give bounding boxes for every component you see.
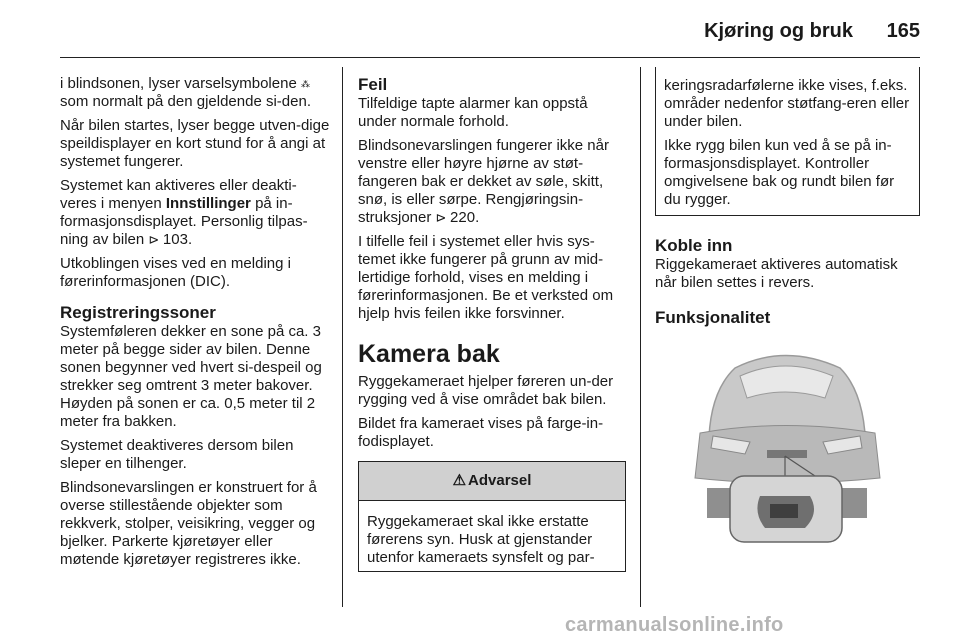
section-heading: Registreringssoner bbox=[60, 303, 216, 322]
warning-box-continued bbox=[655, 67, 920, 216]
page-header-title: Kjøring og bruk bbox=[704, 20, 853, 42]
warning-body: Ryggekameraet skal ikke erstatte førerens syn. Husk at gjenstander utenfor kameraets synsfelt og par- bbox=[367, 513, 595, 566]
paragraph bbox=[60, 177, 330, 249]
paragraph: Bildet fra kameraet vises på farge-in-fodisplayet. bbox=[358, 415, 604, 450]
paragraph: I tilfelle feil i systemet eller hvis sys-temet ikke fungerer på grunn av mid-lertidige forhold, vises en melding i førerinformasjonen. Be et verksted om hjelp hvis feilen ikke forsvinner. bbox=[358, 233, 614, 322]
paragraph: Ikke rygg bilen kun ved å se på in-formasjonsdisplayet. Kontroller omgivelsene bak og rundt bilen før du rygger. bbox=[664, 137, 895, 208]
page-reference[interactable]: 103. bbox=[162, 231, 193, 248]
column-divider-1 bbox=[342, 67, 343, 607]
page-number: 165 bbox=[886, 20, 920, 42]
paragraph: keringsradarfølerne ikke vises, f.eks. områder nedenfor støtfang-eren eller under bilen. bbox=[664, 77, 910, 130]
column-3 bbox=[655, 75, 920, 551]
paragraph: Ryggekameraet hjelper føreren un-der rygging ved å vise området bak bilen. bbox=[358, 373, 614, 408]
paragraph bbox=[358, 137, 626, 227]
text: på in-formasjonsdisplayet. Personlig tilpas-ning av bilen bbox=[60, 195, 308, 248]
text: i blindsonen, lyser varselsymbolene bbox=[60, 75, 301, 92]
text: som normalt på den gjeldende si-den. bbox=[60, 93, 311, 110]
chapter-heading: Kamera bak bbox=[358, 340, 500, 368]
header-rule bbox=[60, 57, 920, 58]
blind-spot-icon: ⁂ bbox=[300, 79, 310, 89]
paragraph: Blindsonevarslingen er konstruert for å overse stillestående objekter som rekkverk, stolper, veisikring, vegger og bjelker. Parkerte kjøretøyer eller møtende kjøretøyer registreres ikke. bbox=[60, 479, 317, 568]
paragraph bbox=[60, 75, 330, 111]
section-heading: Funksjonalitet bbox=[655, 308, 771, 327]
column-1 bbox=[60, 75, 330, 575]
paragraph: Tilfeldige tapte alarmer kan oppstå under normale forhold. bbox=[358, 95, 588, 130]
column-2 bbox=[358, 75, 626, 572]
warning-header bbox=[359, 462, 625, 501]
section-heading: Feil bbox=[358, 75, 388, 94]
page-reference[interactable]: 220. bbox=[450, 209, 480, 226]
section-heading: Koble inn bbox=[655, 236, 733, 255]
rear-camera-illustration bbox=[655, 338, 917, 546]
watermark-text: carmanualsonline.info bbox=[565, 614, 784, 636]
text: Systemet kan aktiveres eller deakti-veres i menyen bbox=[60, 177, 297, 212]
paragraph: Systemføleren dekker en sone på ca. 3 meter på begge sider av bilen. Denne sonen begynner ved hvert si-despeil og strekker seg omtrent 3 meter bakover. Høyden på sonen er ca. 0,5 meter til 2 meter fra bakken. bbox=[60, 323, 322, 430]
warning-icon: ⚠ bbox=[452, 472, 467, 489]
warning-box bbox=[358, 461, 626, 572]
column-divider-2 bbox=[640, 67, 641, 607]
page-reference-arrow-icon: ⊳ bbox=[435, 210, 451, 225]
page-reference-arrow-icon: ⊳ bbox=[148, 232, 163, 247]
paragraph: Riggekameraet aktiveres automatisk når bilen settes i revers. bbox=[655, 256, 898, 291]
paragraph: Når bilen startes, lyser begge utven-dige speildisplayer en kort stund for å angi at systemet fungerer. bbox=[60, 117, 330, 170]
paragraph: Systemet deaktiveres dersom bilen sleper en tilhenger. bbox=[60, 437, 294, 472]
menu-name-bold: Innstillinger bbox=[165, 195, 251, 212]
warning-title: Advarsel bbox=[468, 472, 532, 489]
paragraph: Utkoblingen vises ved en melding i førerinformasjonen (DIC). bbox=[60, 255, 291, 290]
text: Blindsonevarslingen fungerer ikke når venstre eller høyre hjørne av støt-fangeren bak er dekket av søle, skitt, snø, is eller sørpe. Rengjøringsin-struksjoner bbox=[358, 137, 609, 226]
